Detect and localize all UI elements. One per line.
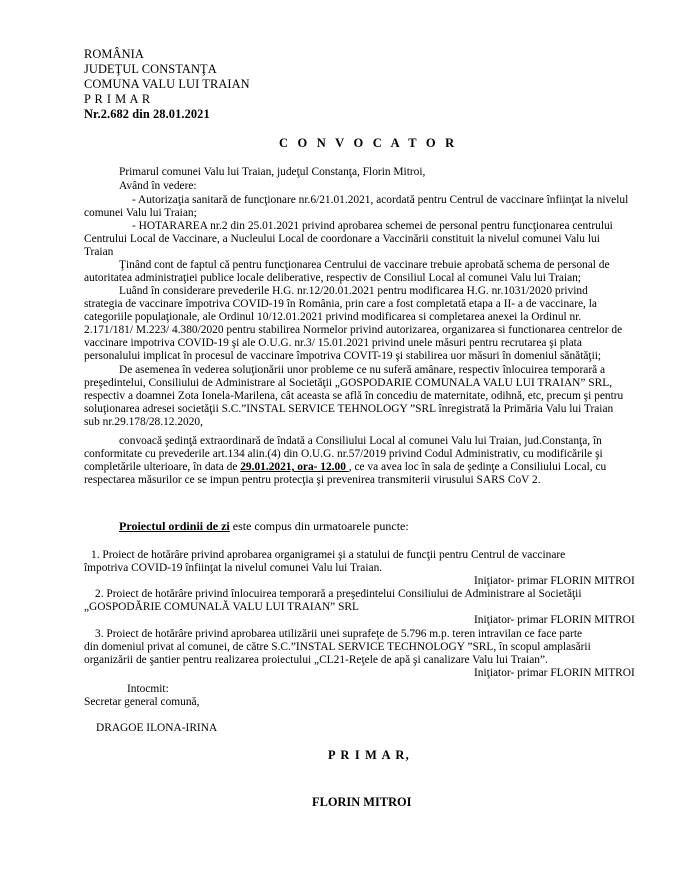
- body-line: soluţionarea adresei societăţii S.C.”INSTAL SERVICE TEHNOLOGY ”SRL înregistrată la Primăria Valu lui Traian: [84, 403, 614, 415]
- body-line: strategia de vaccinare împotriva COVID-19 în România, prin care a fost completată etapa a II- a de vaccinare, la: [84, 298, 597, 310]
- agenda-item-3-line: din domeniul privat al comunei, de către S.C.”INSTAL SERVICE TECHNOLOGY ”SRL, în scopul amplasării: [84, 641, 591, 653]
- body-line: 2.171/181/ M.223/ 4.380/2020 pentru stabilirea Normelor privind autorizarea, organizarea si functionarea centrelor de: [84, 324, 623, 336]
- body-line: Primarul comunei Valu lui Traian, judeţul Constanţa, Florin Mitroi,: [119, 166, 426, 178]
- agenda-heading-title: Proiectul ordinii de zi: [119, 519, 230, 533]
- header-commune: COMUNA VALU LUI TRAIAN: [84, 77, 250, 91]
- header-county: JUDEŢUL CONSTANŢA: [84, 62, 217, 76]
- body-line: respectiv a doamnei Zota Ionela-Marilena, cât aceasta se află în concediu de maternitate, odihnă, etc, precum şi pentru: [84, 390, 624, 402]
- body-line: Luând în considerare prevederile H.G. nr.12/20.01.2021 pentru modificarea H.G. nr.1031/2020 privind: [119, 285, 588, 297]
- body-line: De asemenea în vederea soluţionării unor probleme ce nu suferă amânare, respectiv înlocuirea temporară a: [119, 364, 606, 376]
- body-line: vaccinare impotriva COVID-19 şi ale O.U.G. nr.3/ 15.01.2021 privind unele măsuri pentru recrutarea şi plata: [84, 337, 582, 349]
- document-reference: Nr.2.682 din 28.01.2021: [84, 107, 210, 121]
- body-line: Ţinând cont de faptul cǎ pentru funcţionarea Centrului de vaccinare trebuie aprobată schema de personal de: [119, 259, 610, 271]
- agenda-item-1-initiator: Iniţiator- primar FLORIN MITROI: [474, 575, 635, 587]
- agenda-heading: [119, 520, 409, 533]
- agenda-item-3-line: organizării de şantier pentru realizarea proiectului „CL21-Reţele de apă şi canalizare Valu lui Traian”.: [84, 654, 548, 666]
- drafted-label: Intocmit:: [127, 683, 169, 695]
- agenda-item-2-line: „GOSPODĂRIE COMUNALĂ VALU LUI TRAIAN” SRL: [84, 601, 359, 613]
- header-office: P R I M A R: [84, 92, 151, 106]
- meeting-datetime: 29.01.2021, ora- 12.00: [240, 461, 349, 473]
- body-line: personalului implicat în procesul de vaccinare împotriva COVIT-19 şi stabilirea uor măsuri în domeniul sănătăţii;: [84, 350, 602, 362]
- agenda-item-3-initiator: Iniţiator- primar FLORIN MITROI: [474, 667, 635, 679]
- body-line: - Autorizaţia sanitară de funcţionare nr.6/21.01.2021, acordată pentru Centrul de vaccinare înfiinţat la nivelul: [132, 194, 629, 206]
- body-text: , ce va avea loc în sala de şedinţe a Consiliului Local, cu: [348, 461, 607, 473]
- mayor-title: P R I M A R,: [328, 748, 410, 762]
- body-line: preşedintelui, Consiliului de Administrare al Societăţii „GOSPODARIE COMUNALA VALU LUI TRAIAN” SRL,: [84, 377, 613, 389]
- agenda-item-1-line: 1. Proiect de hotărâre privind aprobarea organigramei şi a statului de funcţii pentru Centrul de vaccinare: [91, 549, 566, 561]
- body-line: convoacă şedinţă extraordinară de îndată a Consiliului Local al comunei Valu lui Traian, jud.Constanţa, în: [119, 435, 602, 447]
- body-line: autoritatea administraţiei publice locale deliberative, respectiv de Consiliul Local al comunei Valu lui Traian;: [84, 272, 582, 284]
- agenda-item-2-line: 2. Proiect de hotărâre privind înlocuirea temporară a preşedintelui Consiliului de Administrare al Societăţii: [95, 588, 582, 600]
- agenda-item-3-line: 3. Proiect de hotărâre privind aprobarea utilizării unei suprafeţe de 5.796 m.p. teren intravilan ce face parte: [95, 628, 583, 640]
- body-line: comunei Valu lui Traian;: [84, 207, 197, 219]
- agenda-item-2-initiator: Iniţiator- primar FLORIN MITROI: [474, 614, 635, 626]
- body-line: Traian: [84, 246, 114, 258]
- body-line: sub nr.29.178/28.12.2020,: [84, 416, 203, 428]
- body-line: - HOTARAREA nr.2 din 25.01.2021 privind aprobarea schemei de personal pentru funcţionarea centrului: [132, 220, 613, 232]
- agenda-heading-text: este compus din urmatoarele puncte:: [229, 519, 409, 533]
- body-line: conformitate cu prevederile art.134 alin.(4) din O.U.G. nr.57/2019 privind Codul Administrativ, cu modificările şi: [84, 448, 603, 460]
- agenda-item-1-line: împotriva COVID-19 înfiinţat la nivelul comunei Valu lui Traian.: [84, 562, 383, 574]
- secretary-name: DRAGOE ILONA-IRINA: [96, 722, 218, 734]
- body-line: Având în vedere:: [119, 180, 197, 192]
- document-title: C O N V O C A T O R: [279, 136, 458, 150]
- body-line: categoriile populaţionale, ale Ordinul 10/12.01.2021 privind modificarea si completarea anexei la Ordinul nr.: [84, 311, 582, 323]
- body-line: Centrului Local de Vaccinare, a Nucleului Local de coordonare a Vaccinării constituit la nivelul comunei Valu lui: [84, 233, 600, 245]
- header-country: ROMÂNIA: [84, 47, 144, 61]
- body-text: completările ulterioare, în data de: [84, 461, 241, 473]
- secretary-title: Secretar general comună,: [84, 696, 200, 708]
- meeting-date-line: [84, 461, 606, 474]
- body-line: respectarea măsurilor ce se impun pentru protecţia şi prevenirea transmiterii virusului SARS CoV 2.: [84, 474, 541, 486]
- mayor-name: FLORIN MITROI: [312, 795, 412, 809]
